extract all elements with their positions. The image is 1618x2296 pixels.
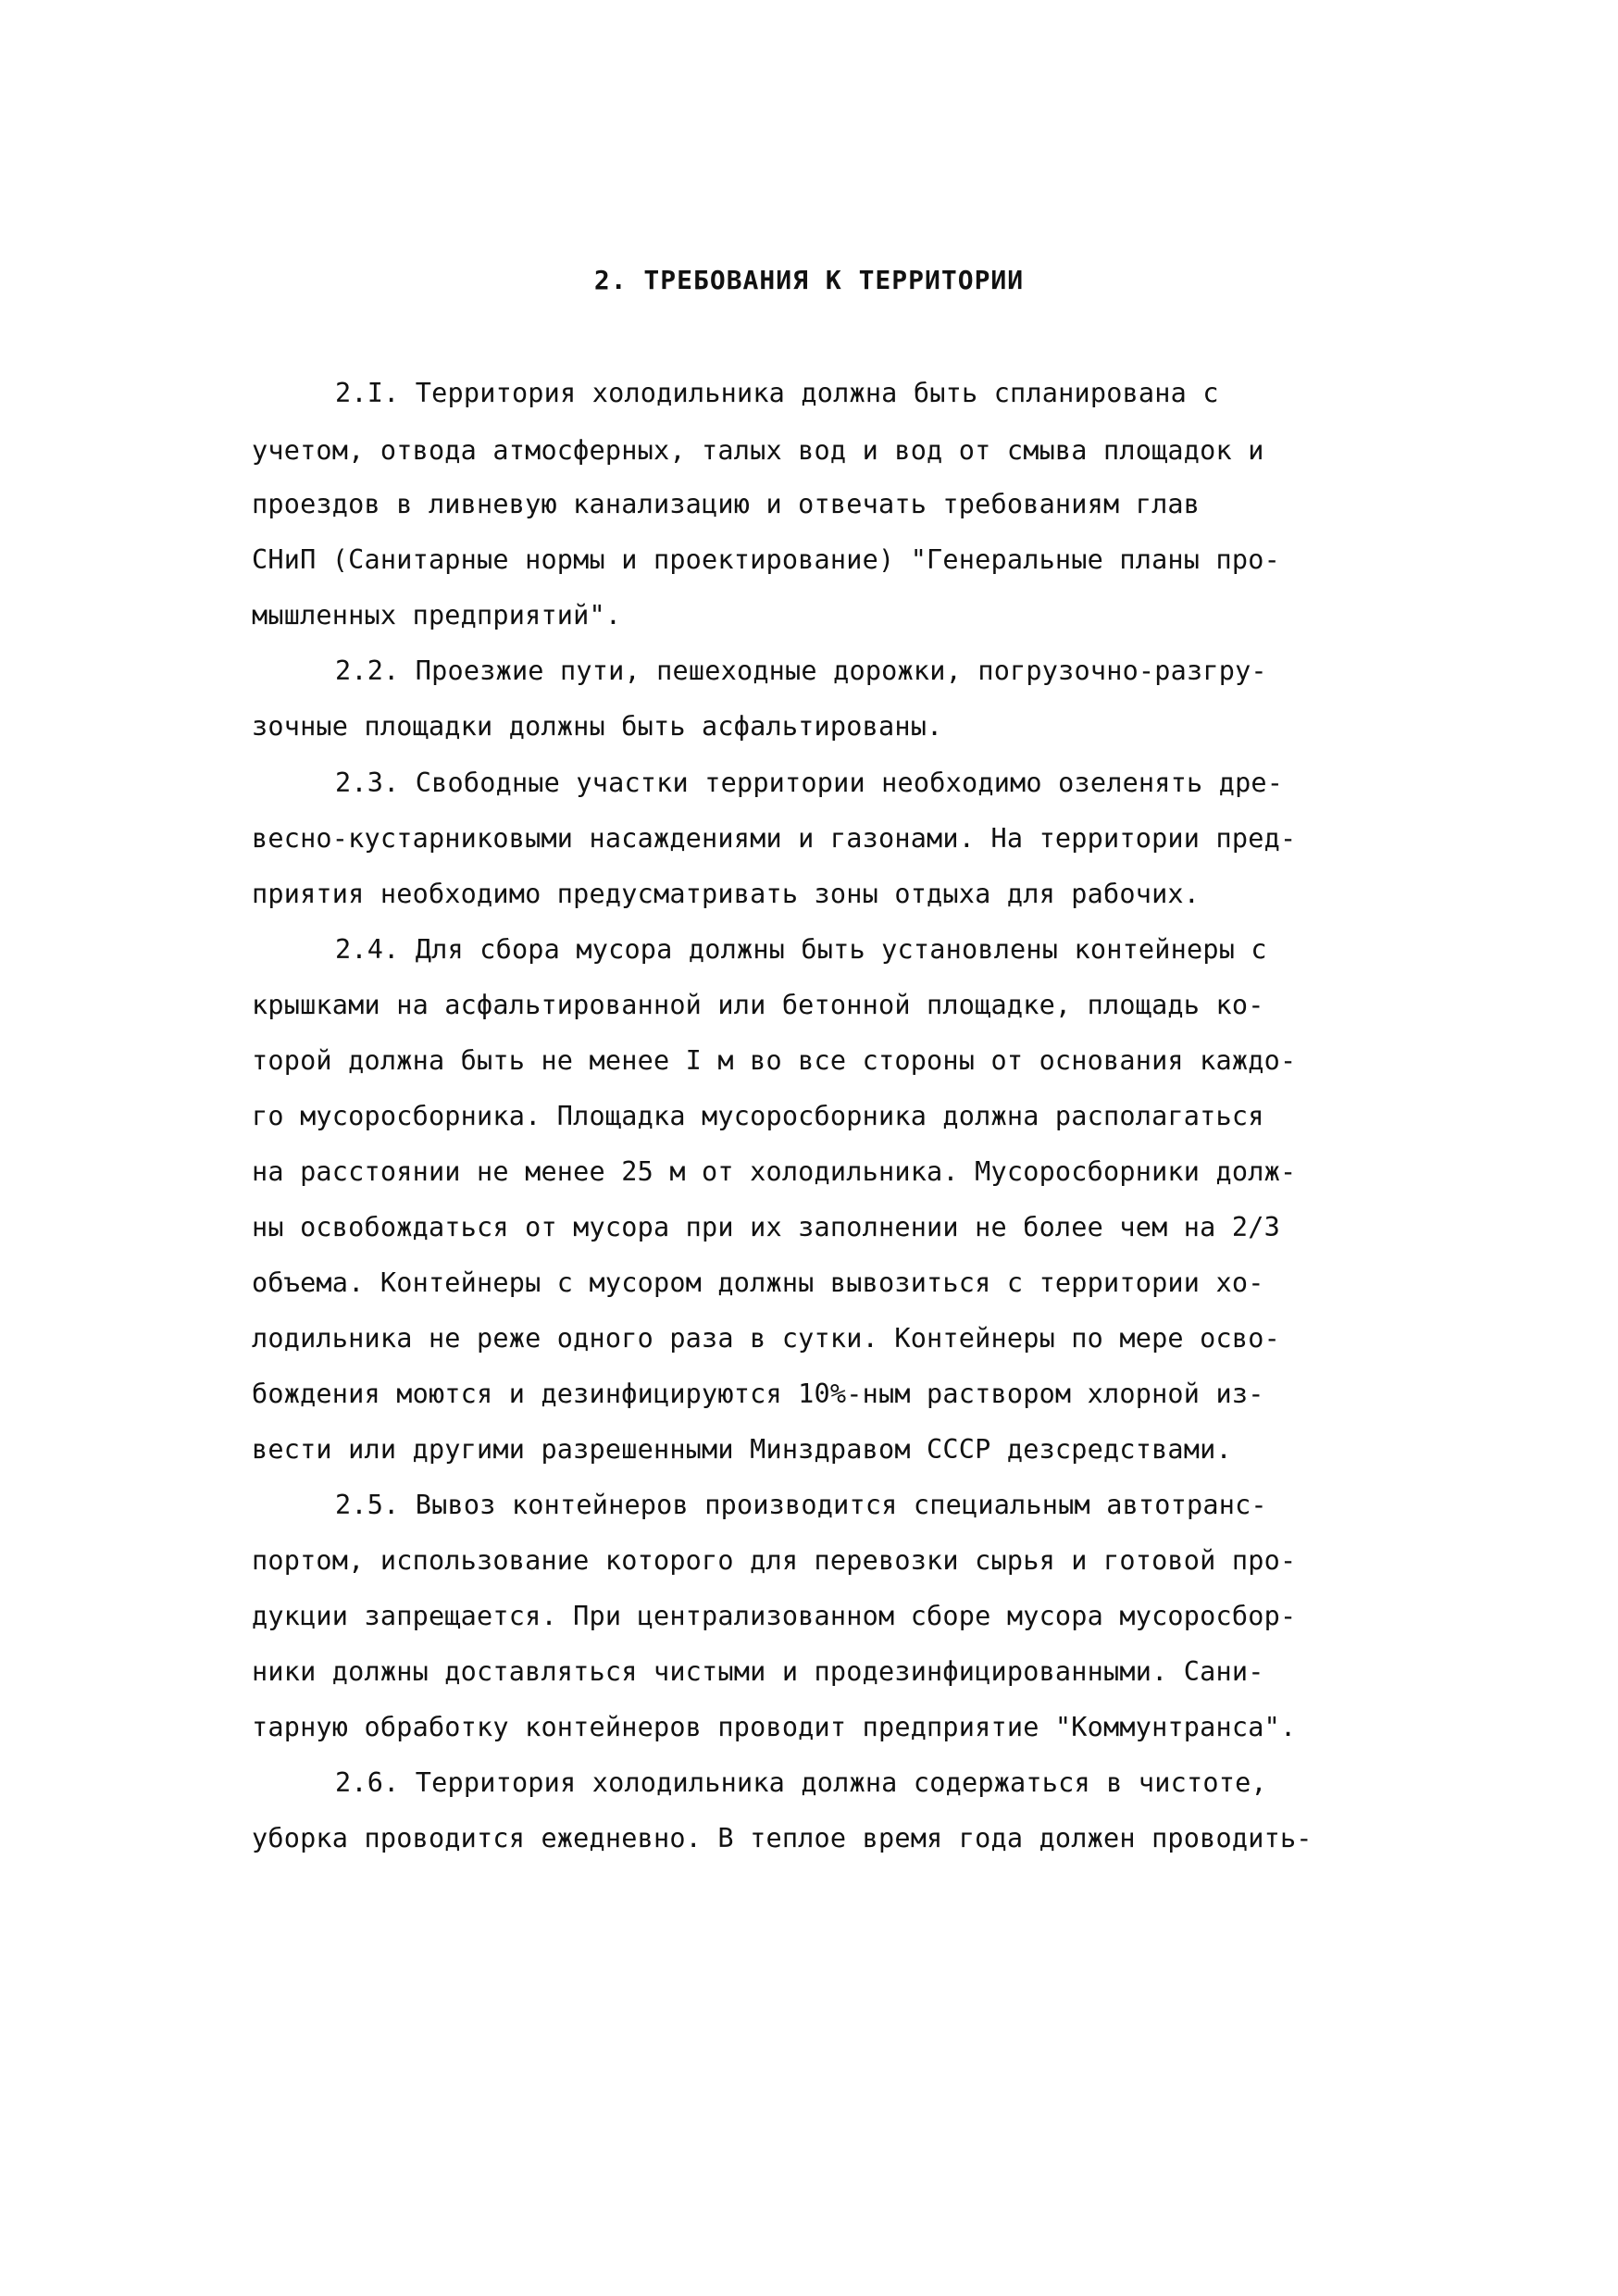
text-line: 2.I. Территория холодильника должна быть спланирована с (335, 378, 1219, 408)
text-line: крышками на асфальтированной или бетонной площадке, площадь ко- (252, 990, 1264, 1020)
text-line: зочные площадки должны быть асфальтированы. (252, 711, 943, 742)
text-line: 2.4. Для сбора мусора должны быть установлены контейнеры с (335, 934, 1267, 965)
text-line: 2.6. Территория холодильника должна содержаться в чистоте, (335, 1767, 1267, 1798)
text-line: вести или другими разрешенными Минздравом СССР дезсредствами. (252, 1434, 1232, 1465)
text-line: ны освобождаться от мусора при их заполнении не более чем на 2/3 (252, 1212, 1280, 1242)
text-line: 2.3. Свободные участки территории необходимо озеленять дре- (335, 767, 1284, 798)
text-line: СНиП (Санитарные нормы и проектирование) "Генеральные планы про- (252, 544, 1280, 575)
text-line: го мусоросборника. Площадка мусоросборника должна располагаться (252, 1101, 1264, 1131)
text-line: бождения моются и дезинфицируются 10%-ным раствором хлорной из- (252, 1379, 1264, 1409)
text-line: 2.5. Вывоз контейнеров производится специальным автотранс- (335, 1490, 1267, 1520)
section-heading: 2. ТРЕБОВАНИЯ К ТЕРРИТОРИИ (593, 265, 1025, 295)
text-line: дукции запрещается. При централизованном сборе мусора мусоросбор- (252, 1601, 1297, 1631)
text-line: объема. Контейнеры с мусором должны вывозиться с территории хо- (252, 1267, 1264, 1298)
text-line: ники должны доставляться чистыми и продезинфицированными. Сани- (252, 1656, 1264, 1687)
text-line: мышленных предприятий". (252, 600, 622, 630)
text-line: приятия необходимо предусматривать зоны отдыха для рабочих. (252, 879, 1201, 909)
text-line: уборка проводится ежедневно. В теплое время года должен проводить- (252, 1823, 1313, 1853)
text-line: тарную обработку контейнеров проводит предприятие "Коммунтранса". (252, 1712, 1297, 1742)
text-line: 2.2. Проезжие пути, пешеходные дорожки, погрузочно-разгру- (335, 655, 1267, 686)
text-line: лодильника не реже одного раза в сутки. Контейнеры по мере осво- (252, 1323, 1280, 1354)
text-line: на расстоянии не менее 25 м от холодильника. Мусоросборники долж- (252, 1156, 1297, 1187)
text-line: учетом, отвода атмосферных, талых вод и вод от смыва площадок и (252, 435, 1264, 466)
text-line: проездов в ливневую канализацию и отвечать требованиям глав (252, 489, 1201, 519)
text-line: портом, использование которого для перевозки сырья и готовой про- (252, 1545, 1297, 1576)
text-line: весно-кустарниковыми насаждениями и газонами. На территории пред- (252, 823, 1297, 854)
text-line: торой должна быть не менее I м во все стороны от основания каждо- (252, 1045, 1297, 1076)
